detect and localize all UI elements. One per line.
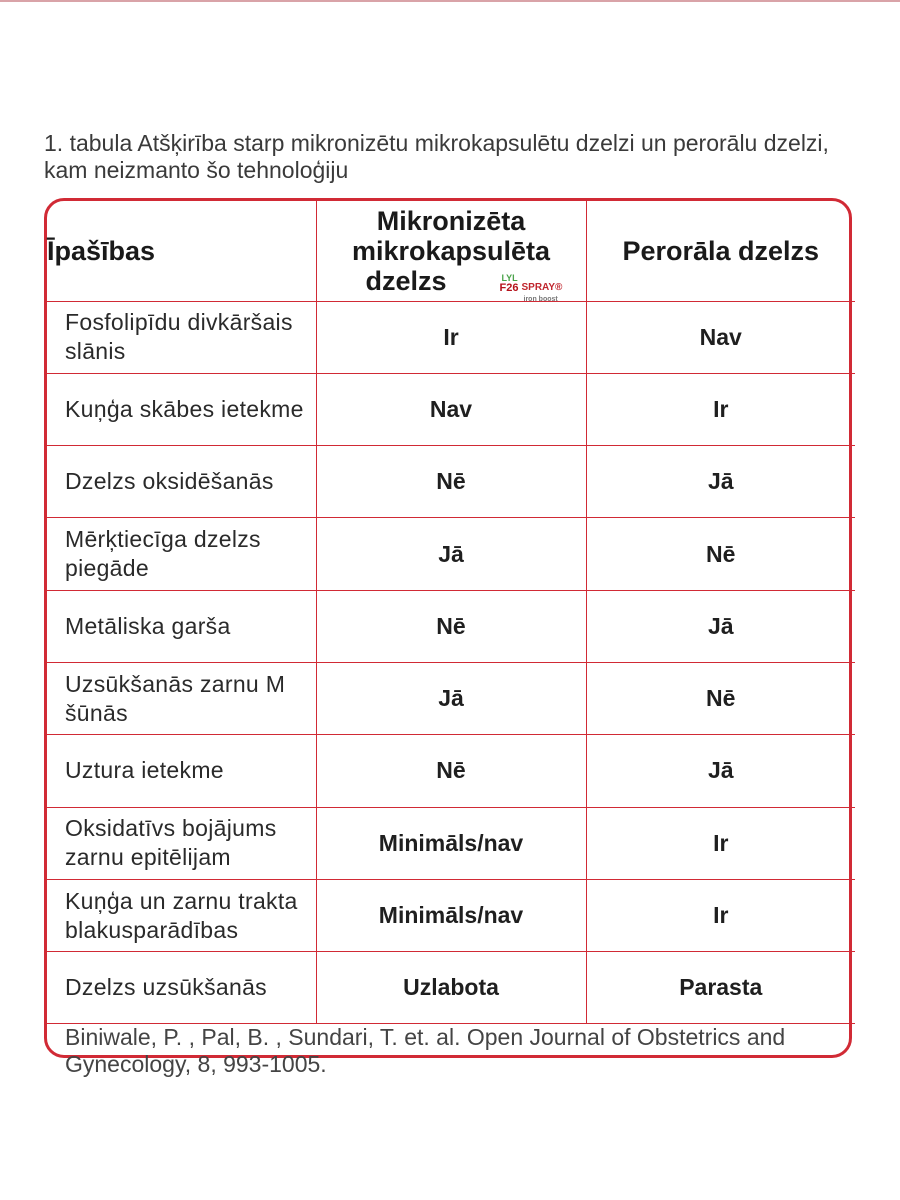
row-oral-value: Nav [586, 301, 855, 373]
row-micronized-value: Minimāls/nav [316, 879, 586, 951]
header-oral-iron: Perorāla dzelzs [586, 201, 855, 301]
table-row [47, 590, 855, 662]
row-property: Metāliska garša [47, 590, 316, 662]
brand-leaf-mark: LYL [501, 273, 518, 283]
source-row [47, 1024, 855, 1079]
brand-logo [499, 263, 570, 303]
row-oral-value: Nē [586, 518, 855, 590]
top-divider [0, 0, 900, 2]
source-citation: Biniwale, P. , Pal, B. , Sundari, T. et. al. Open Journal of Obstetrics and Gynecology, 8, 993-1005. [65, 1024, 786, 1078]
row-oral-value: Nē [586, 662, 855, 734]
row-oral-value: Jā [586, 735, 855, 807]
row-micronized-value: Ir [316, 301, 586, 373]
header-micronized-line-3: dzelzs [365, 265, 447, 296]
caption-line-1: 1. tabula Atšķirība starp mikronizētu mikrokapsulētu dzelzi un perorālu dzelzi, [44, 130, 829, 156]
row-micronized-value: Minimāls/nav [316, 807, 586, 879]
row-oral-value: Jā [586, 590, 855, 662]
row-micronized-value: Nav [316, 373, 586, 445]
row-micronized-value: Nē [316, 735, 586, 807]
row-property: Kuņģa un zarnu trakta blakusparādības [47, 879, 316, 951]
header-micronized-iron [316, 201, 586, 301]
row-micronized-value: Uzlabota [316, 952, 586, 1024]
table-caption [44, 130, 874, 184]
comparison-table [47, 201, 855, 1078]
row-oral-value: Ir [586, 807, 855, 879]
row-property: Kuņģa skābes ietekme [47, 373, 316, 445]
row-property: Mērķtiecīga dzelzs piegāde [47, 518, 316, 590]
row-property: Uzsūkšanās zarnu M šūnās [47, 662, 316, 734]
row-property: Dzelzs oksidēšanās [47, 446, 316, 518]
table-row [47, 952, 855, 1024]
row-oral-value: Ir [586, 373, 855, 445]
row-property: Uztura ietekme [47, 735, 316, 807]
row-micronized-value: Jā [316, 662, 586, 734]
row-oral-value: Jā [586, 446, 855, 518]
row-property: Dzelzs uzsūkšanās [47, 952, 316, 1024]
row-micronized-value: Nē [316, 590, 586, 662]
row-oral-value: Parasta [586, 952, 855, 1024]
brand-name: F26 [499, 282, 519, 294]
brand-spray: SPRAY® [521, 282, 563, 293]
table-body [47, 301, 855, 1078]
table-row [47, 735, 855, 807]
table-row [47, 518, 855, 590]
header-properties: Īpašības [47, 201, 316, 301]
table-row [47, 301, 855, 373]
row-oral-value: Ir [586, 879, 855, 951]
row-micronized-value: Nē [316, 446, 586, 518]
brand-tagline: iron boost [523, 296, 558, 303]
row-property: Fosfolipīdu divkāršais slānis [47, 301, 316, 373]
header-micronized-line-2: mikrokapsulēta [351, 235, 551, 266]
table-row [47, 662, 855, 734]
header-micronized-line-1: Mikronizēta [376, 205, 526, 236]
caption-line-2: kam neizmanto šo tehnoloģiju [44, 157, 349, 183]
table-row [47, 879, 855, 951]
comparison-table-frame [44, 198, 852, 1078]
row-property: Oksidatīvs bojājums zarnu epitēlijam [47, 807, 316, 879]
table-row [47, 446, 855, 518]
row-micronized-value: Jā [316, 518, 586, 590]
table-row [47, 373, 855, 445]
table-header-row [47, 201, 855, 301]
table-row [47, 807, 855, 879]
